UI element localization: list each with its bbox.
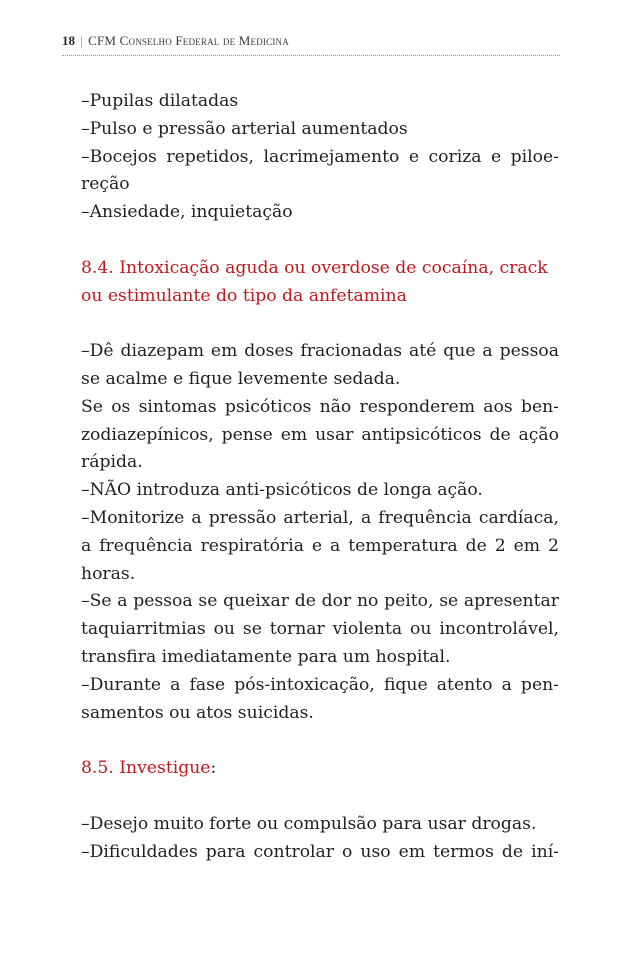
paragraph-line: taquiarritmias ou se tornar violenta ou incontrolável, — [81, 619, 559, 640]
heading-line: 8.4. Intoxicação aguda ou overdose de cocaína, crack — [81, 257, 548, 278]
paragraph-line: –Se a pessoa se queixar de dor no peito, se apresentar — [81, 591, 559, 612]
paragraph-line: –Durante a fase pós-intoxicação, fique atento a pen- — [81, 674, 559, 695]
section-heading-8-5 — [81, 755, 559, 783]
symptom-list — [81, 88, 559, 227]
paragraph-line: samentos ou atos suicidas. — [81, 702, 314, 723]
paragraph-line: –Dificuldades para controlar o uso em termos de iní- — [81, 841, 559, 862]
header-title: CFM Conselho Federal de Medicina — [88, 33, 289, 48]
list-item: –Bocejos repetidos, lacrimejamento e coriza e piloe- — [81, 146, 559, 167]
paragraph-line: –Dê diazepam em doses fracionadas até que a pessoa — [81, 341, 559, 362]
section-heading-8-4 — [81, 255, 559, 311]
section-body-8-5 — [81, 811, 559, 867]
paragraph-line: rápida. — [81, 452, 143, 473]
list-item-continuation: reção — [81, 174, 130, 195]
paragraph-line: transfira imediatamente para um hospital. — [81, 646, 451, 667]
list-item: –Pupilas dilatadas — [81, 91, 239, 111]
paragraph-line: zodiazepínicos, pense em usar antipsicóticos de ação — [81, 424, 559, 445]
list-item: –Pulso e pressão arterial aumentados — [81, 118, 408, 139]
paragraph-line: –Desejo muito forte ou compulsão para usar drogas. — [81, 813, 537, 834]
header-separator: | — [80, 33, 83, 48]
paragraph-line: a frequência respiratória e a temperatura de 2 em 2 — [81, 535, 559, 556]
list-item: –Ansiedade, inquietação — [81, 202, 293, 223]
heading-colon: : — [210, 758, 217, 779]
paragraph-line: horas. — [81, 563, 136, 584]
paragraph-line: se acalme e fique levemente sedada. — [81, 368, 401, 389]
page-number: 18 — [62, 33, 75, 48]
section-body-8-4 — [81, 338, 559, 727]
heading-line: ou estimulante do tipo da anfetamina — [81, 285, 407, 306]
page-body — [81, 88, 559, 866]
paragraph-line: –NÃO introduza anti-psicóticos de longa ação. — [81, 480, 483, 501]
paragraph-line: Se os sintomas psicóticos não responderem aos ben- — [81, 396, 559, 417]
heading-text: 8.5. Investigue — [81, 758, 211, 779]
running-header — [62, 33, 560, 56]
paragraph-line: –Monitorize a pressão arterial, a frequência cardíaca, — [81, 507, 559, 528]
